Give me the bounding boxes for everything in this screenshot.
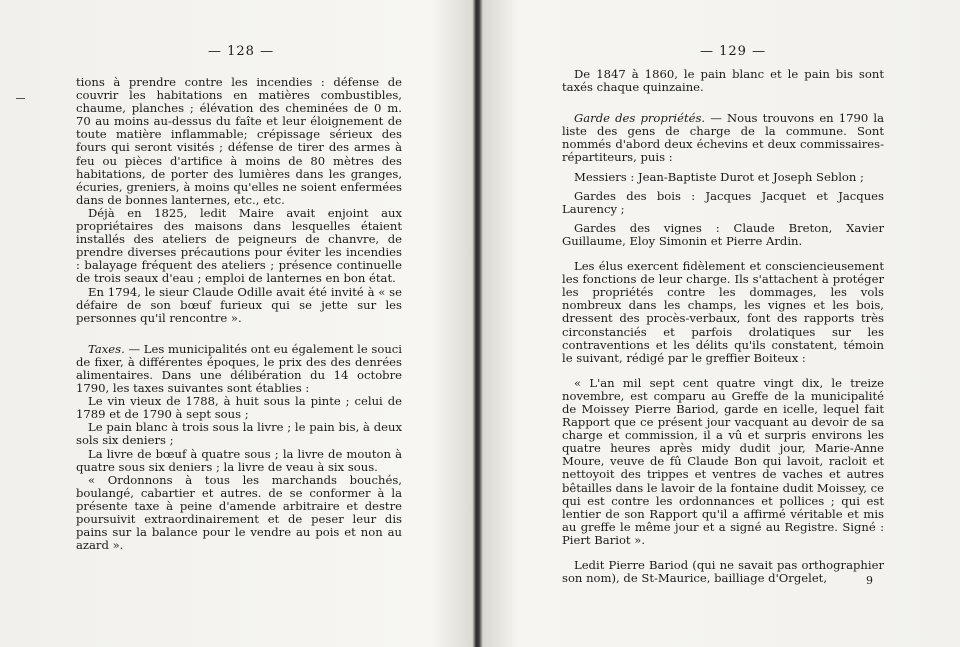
paragraph: « Ordonnons à tous les marchands bouchés, boulangé, cabartier et autres. de se conformer à la présente taxe à peine d'amende arbitraire et destre poursuivit extraordinairement et de peser leur dis pains sur la balance pour le vendre au pois et non au azard ». xyxy=(76,472,402,553)
run-in-heading: Garde des propriétés. xyxy=(574,111,706,126)
paragraph-garde: Garde des propriétés. — Nous trouvons en 1790 la liste des gens de charge de la commune. Sont nommés d'abord deux échevins et deux commissaires-répartiteurs, puis : xyxy=(562,111,885,165)
paragraph: De 1847 à 1860, le pain blanc et le pain bis sont taxés chaque quinzaine. xyxy=(562,67,884,95)
page-body xyxy=(76,76,402,552)
right-page xyxy=(478,0,960,647)
paragraph: Déjà en 1825, ledit Maire avait enjoint aux propriétaires des maisons dans lesquelles étaient installés des ateliers de peigneurs de chanvre, de prendre diverses précautions pour éviter les incendies : balayage fréquent des ateliers ; présence continuelle de trois seaux d'eau ; emploi de lanternes en bon état. xyxy=(76,205,402,286)
page-number: — 128 — xyxy=(208,44,275,59)
page-body xyxy=(562,68,884,585)
paragraph-taxes: Taxes. — Les municipalités ont eu également le souci de fixer, à différentes époques, le prix des des denrées alimentaires. Dans une délibération du 14 octobre 1790, les taxes suivantes sont établies : xyxy=(76,341,402,396)
paragraph: Messiers : Jean-Baptiste Durot et Joseph Seblon ; xyxy=(574,169,864,184)
page-number: — 129 — xyxy=(700,44,767,59)
paragraph: La livre de bœuf à quatre sous ; la livre de mouton à quatre sous six deniers ; la livre de veau à six sous. xyxy=(76,446,402,474)
signature-mark: 9 xyxy=(866,574,873,587)
paragraph: Les élus exercent fidèlement et consciencieusement les fonctions de leur charge. Ils s'attachent à protéger les propriétés contre les dommages, les vols nombreux dans les champs, les vignes et les bois, dressent des procès-verbaux, font des rapports très circonstanciés et parfois drolatiques sur les contraventions et les délits qu'ils constatent, témoin le suivant, rédigé par le greffier Boiteux : xyxy=(562,259,884,365)
paragraph: tions à prendre contre les incendies : défense de couvrir les habitations en matières combustibles, chaume, planches ; élévation des cheminées de 0 m. 70 au moins au-dessus du faîte et leur éloignement de toute matière inflammable; crépissage sérieux des fours qui seront visités ; défense de tirer des armes à feu ou pièces d'artifice à moins de 80 mètres des habitations, de porter des lumières dans les granges, écuries, greniers, à moins qu'elles ne soient enfermées dans de bonnes lanternes, etc., etc. xyxy=(76,75,402,207)
paragraph: Gardes des bois : Jacques Jacquet et Jacques Laurency ; xyxy=(562,188,884,216)
paragraph: Le pain blanc à trois sous la livre ; le pain bis, à deux sols six deniers ; xyxy=(76,420,402,448)
paragraph: En 1794, le sieur Claude Odille avait été invité à « se défaire de son bœuf furieux qui se jette sur les personnes qu'il rencontre ». xyxy=(76,284,402,325)
paragraph: Ledit Pierre Bariod (qui ne savait pas orthographier son nom), de St-Maurice, bailliage d'Orgelet, xyxy=(562,558,884,586)
paragraph-quote: « L'an mil sept cent quatre vingt dix, le treize novembre, est comparu au Greffe de la municipalité de Moissey Pierre Bariod, garde en icelle, lequel fait Rapport que ce présent jour vacquant au devoir de sa charge et commission, il a vû et surpris environs les quatre heures après midy dudit jour, Marie-Anne Moure, veuve de fû Claude Bon qui lavoit, racloit et nettoyoit des trippes et ventres de vaches et autres bêtailles dans le lavoir de la fontaine dudit Moissey, ce qui est contre les ordonnances et pollices ; qui est lentier de son Rapport qu'il a affirmé véritable et mis au greffe le même jour et a signé au Registre. Signé : Piert Bariot ». xyxy=(562,375,884,547)
paragraph: Le vin vieux de 1788, à huit sous la pinte ; celui de 1789 et de 1790 à sept sous ; xyxy=(76,394,402,422)
left-page xyxy=(0,0,470,647)
margin-mark xyxy=(16,98,25,99)
run-in-heading: Taxes. xyxy=(88,341,125,356)
paragraph: Gardes des vignes : Claude Breton, Xavier Guillaume, Eloy Simonin et Pierre Ardin. xyxy=(562,220,884,248)
